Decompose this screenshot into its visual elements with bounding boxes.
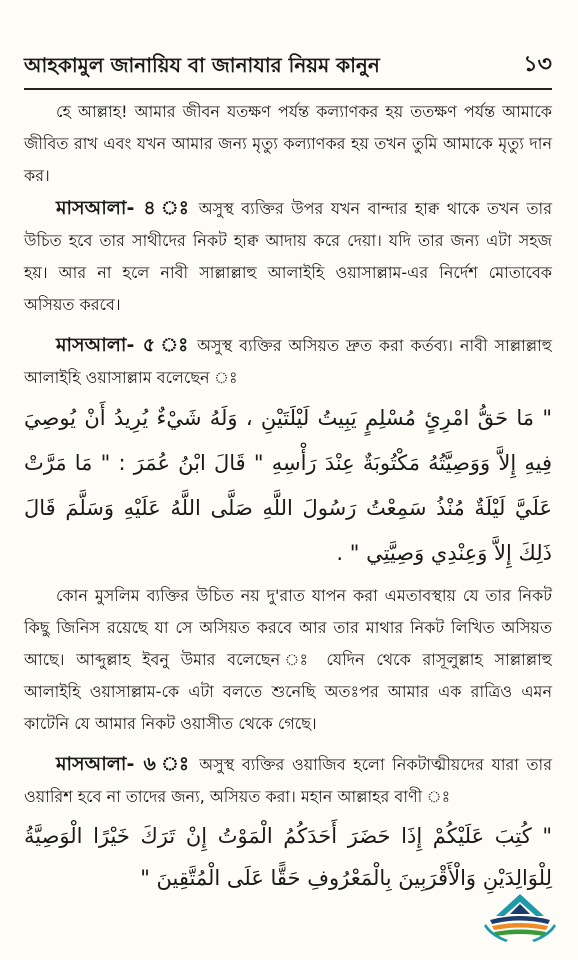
masala-4-text: অসুস্থ ব্যক্তির উপর যখন বান্দার হাক্ব থাকে তখন তার উচিত হবে তার সাথীদের নিকট হাক্ব আদায় করে দেয়া। যদি তার জন্য এটা সহজ হয়। আর না হলে নাবী সাল্লাল্লাহু আলাইহি ওয়াসাল্লাম-এর নির্দেশ মোতাবেক অসিয়ত করবে।: [24, 199, 553, 314]
masala-6-label: মাসআলা- ৬ ঃ: [56, 753, 192, 775]
masala-5: [24, 329, 552, 394]
masala-6: [24, 748, 552, 813]
masala-5-label: মাসআলা- ৫ ঃ: [56, 334, 191, 356]
arabic-hadith: " مَا حَقُّ امْرِئٍ مُسْلِمٍ يَبِيتُ لَيْلَتَيْنِ ، وَلَهُ شَيْءٌ يُرِيدُ أَنْ يُوصِيَ فِيهِ إِلاَّ وَوَصِيَّتُهُ مَكْتُوبَةٌ عِنْدَ رَأْسِهِ " قَالَ ابْنُ عُمَرَ : " مَا مَرَّتْ عَلَيَّ لَيْلَةٌ مُنْذُ سَمِعْتُ رَسُولَ اللَّهِ صَلَّى اللَّهُ عَلَيْهِ وَسَلَّمَ قَالَ ذَلِكَ إِلاَّ وَعِنْدِي وَصِيَّتِي " .: [24, 406, 552, 565]
masala-4-label: মাসআলা- ৪ ঃ: [56, 197, 192, 219]
masala-4: [24, 192, 552, 321]
paragraph-translation: কোন মুসলিম ব্যক্তির উচিত নয় দু'রাত যাপন করা এমতাবস্থায় যে তার নিকট কিছু জিনিস রয়েছে যা সে অসিয়ত করবে আর তার মাথার নিকট লিখিত অসিয়ত আছে। আব্দুল্লাহ ইবনু উমার বলেছেন ঃ যেদিন থেকে রাসূলুল্লাহ সাল্লাল্লাহু আলাইহি ওয়াসাল্লাম-কে এটা বলতে শুনেছি অতঃপর আমার এক রাত্রিও এমন কাটেনি যে আমার নিকট ওয়াসীত থেকে গেছে।: [24, 586, 552, 733]
header-title: আহকামুল জানায়িয বা জানাযার নিয়ম কানুন: [24, 53, 380, 77]
arabic-ayah: " كُتِبَ عَلَيْكُمْ إِذَا حَضَرَ أَحَدَكُمُ الْمَوْتُ إِنْ تَرَكَ خَيْرًا الْوَصِيَّةُ لِلْوَالِدَيْنِ وَالْأَقْرَبِينَ بِالْمَعْرُوفِ حَقًّا عَلَى الْمُتَّقِينَ ": [24, 824, 552, 890]
paragraph-dua: হে আল্লাহ! আমার জীবন যতক্ষণ পর্যন্ত কল্যাণকর হয় ততক্ষণ পর্যন্ত আমাকে জীবিত রাখ এবং যখন আমার জন্য মৃত্যু কল্যাণকর হয় তখন তুমি আমাকে মৃত্যু দান কর।: [24, 102, 552, 185]
masala-5-text: অসুস্থ ব্যক্তির অসিয়ত দ্রুত করা কর্তব্য। নাবী সাল্লাল্লাহু আলাইহি ওয়াসাল্লাম বলেছেন ঃ: [24, 336, 553, 387]
publisher-logo-icon: [482, 890, 558, 944]
page-content: [24, 96, 552, 903]
masala-6-text: অসুস্থ ব্যক্তির ওয়াজিব হলো নিকটাত্মীয়দের যারা তার ওয়ারিশ হবে না তাদের জন্য, অসিয়ত করা। মহান আল্লাহর বাণী ঃ: [24, 755, 552, 806]
page-number: ১৩: [523, 51, 552, 77]
running-header: [24, 48, 552, 90]
